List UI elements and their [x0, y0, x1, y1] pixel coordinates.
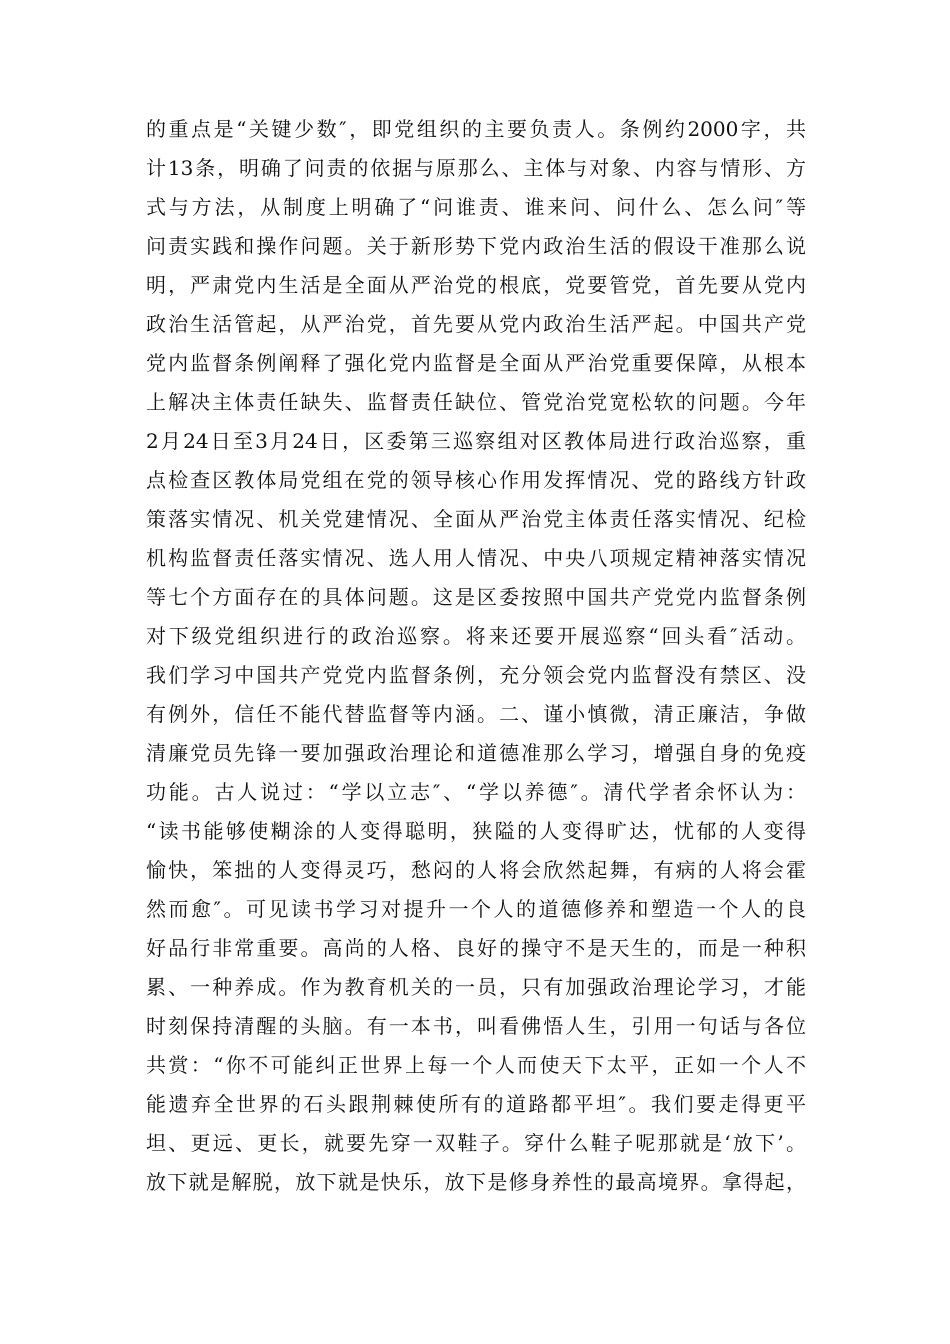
text-line: 式与方法，从制度上明确了“问谁责、谁来问、问什么、怎么问″等 — [146, 195, 806, 219]
text-line: “读书能够使糊涂的人变得聪明，狭隘的人变得旷达，忧郁的人变得 — [146, 819, 806, 843]
text-line: 计13条，明确了问责的依据与原那么、主体与对象、内容与情形、方 — [146, 156, 806, 180]
text-line: 累、一种养成。作为教育机关的一员，只有加强政治理论学习，才能 — [146, 975, 806, 999]
text-line: 清廉党员先锋一要加强政治理论和道德准那么学习，增强自身的免疫 — [146, 741, 806, 765]
text-line: 机构监督责任落实情况、选人用人情况、中央八项规定精神落实情况 — [146, 546, 806, 570]
text-line: 问责实践和操作问题。关于新形势下党内政治生活的假设干准那么说 — [146, 234, 806, 258]
text-line: 党内监督条例阐释了强化党内监督是全面从严治党重要保障，从根本 — [146, 351, 806, 375]
text-line: 的重点是“关键少数″，即党组织的主要负责人。条例约2000字，共 — [146, 117, 806, 141]
text-line: 点检查区教体局党组在党的领导核心作用发挥情况、党的路线方针政 — [146, 468, 806, 492]
text-line: 坦、更远、更长，就要先穿一双鞋子。穿什么鞋子呢那就是‘放下’。 — [146, 1131, 806, 1155]
text-line: 好品行非常重要。高尚的人格、良好的操守不是天生的，而是一种积 — [146, 936, 806, 960]
text-line: 政治生活管起，从严治党，首先要从党内政治生活严起。中国共产党 — [146, 312, 806, 336]
text-line: 有例外，信任不能代替监督等内涵。二、谨小慎微，清正廉洁，争做 — [146, 702, 806, 726]
text-line: 对下级党组织进行的政治巡察。将来还要开展巡察“回头看″活动。 — [146, 624, 806, 648]
text-line: 功能。古人说过：“学以立志″、“学以养德″。清代学者余怀认为： — [146, 780, 806, 804]
text-line: 策落实情况、机关党建情况、全面从严治党主体责任落实情况、纪检 — [146, 507, 806, 531]
text-line: 共赏：“你不可能纠正世界上每一个人而使天下太平，正如一个人不 — [146, 1053, 806, 1077]
text-line: 2月24日至3月24日，区委第三巡察组对区教体局进行政治巡察，重 — [146, 429, 806, 453]
text-line: 等七个方面存在的具体问题。这是区委按照中国共产党党内监督条例 — [146, 585, 806, 609]
text-line: 上解决主体责任缺失、监督责任缺位、管党治党宽松软的问题。今年 — [146, 390, 806, 414]
text-line: 能遗弃全世界的石头跟荆棘使所有的道路都平坦″。我们要走得更平 — [146, 1092, 806, 1116]
text-line: 我们学习中国共产党党内监督条例，充分领会党内监督没有禁区、没 — [146, 663, 806, 687]
text-line: 时刻保持清醒的头脑。有一本书，叫看佛悟人生，引用一句话与各位 — [146, 1014, 806, 1038]
text-line: 愉快，笨拙的人变得灵巧，愁闷的人将会欣然起舞，有病的人将会霍 — [146, 858, 806, 882]
text-line: 放下就是解脱，放下就是快乐，放下是修身养性的最高境界。拿得起， — [146, 1170, 806, 1194]
text-line: 然而愈″。可见读书学习对提升一个人的道德修养和塑造一个人的良 — [146, 897, 806, 921]
body-text — [146, 110, 806, 1202]
text-line: 明，严肃党内生活是全面从严治党的根底，党要管党，首先要从党内 — [146, 273, 806, 297]
